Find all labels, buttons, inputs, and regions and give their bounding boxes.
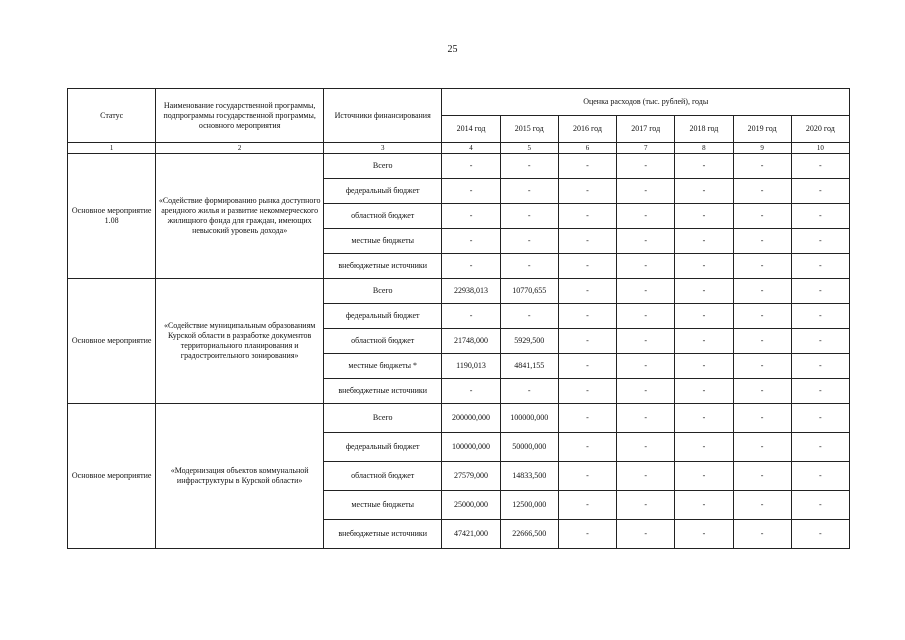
value-cell: 100000,000 (442, 433, 500, 462)
value-cell: - (791, 329, 849, 354)
value-cell: - (791, 229, 849, 254)
value-cell: - (558, 433, 616, 462)
value-cell: - (558, 462, 616, 491)
value-cell: 100000,000 (500, 404, 558, 433)
column-number: 2 (156, 143, 324, 154)
value-cell: - (791, 279, 849, 304)
value-cell: - (675, 154, 733, 179)
value-cell: - (733, 520, 791, 549)
funding-source-cell: местные бюджеты (323, 491, 441, 520)
value-cell: - (733, 329, 791, 354)
status-cell: Основное мероприятие (68, 404, 156, 549)
value-cell: 1190,013 (442, 354, 500, 379)
table-row (68, 404, 850, 433)
value-cell: - (617, 204, 675, 229)
funding-source-cell: местные бюджеты (323, 229, 441, 254)
value-cell: - (617, 462, 675, 491)
header-name: Наименование государственной программы, подпрограммы государственной программы, основного мероприятия (156, 89, 324, 143)
funding-source-cell: федеральный бюджет (323, 179, 441, 204)
value-cell: 10770,655 (500, 279, 558, 304)
value-cell: 14833,500 (500, 462, 558, 491)
value-cell: 200000,000 (442, 404, 500, 433)
value-cell: - (500, 204, 558, 229)
value-cell: - (617, 491, 675, 520)
value-cell: - (791, 179, 849, 204)
table-row (68, 154, 850, 179)
column-number: 9 (733, 143, 791, 154)
funding-source-cell: Всего (323, 279, 441, 304)
value-cell: - (500, 254, 558, 279)
value-cell: - (558, 204, 616, 229)
value-cell: - (733, 354, 791, 379)
value-cell: - (675, 179, 733, 204)
value-cell: - (500, 154, 558, 179)
value-cell: - (617, 354, 675, 379)
value-cell: - (733, 304, 791, 329)
value-cell: - (617, 404, 675, 433)
value-cell: - (500, 179, 558, 204)
value-cell: 22938,013 (442, 279, 500, 304)
budget-table (67, 88, 850, 549)
value-cell: - (791, 254, 849, 279)
header-year: 2015 год (500, 116, 558, 143)
value-cell: - (791, 379, 849, 404)
value-cell: - (617, 433, 675, 462)
value-cell: 21748,000 (442, 329, 500, 354)
value-cell: - (733, 154, 791, 179)
value-cell: - (791, 404, 849, 433)
value-cell: - (558, 254, 616, 279)
value-cell: 5929,500 (500, 329, 558, 354)
value-cell: - (617, 329, 675, 354)
value-cell: - (558, 404, 616, 433)
value-cell: - (791, 204, 849, 229)
funding-source-cell: областной бюджет (323, 329, 441, 354)
header-year: 2020 год (791, 116, 849, 143)
funding-source-cell: Всего (323, 154, 441, 179)
value-cell: 22666,500 (500, 520, 558, 549)
value-cell: - (558, 379, 616, 404)
value-cell: - (558, 279, 616, 304)
column-number: 4 (442, 143, 500, 154)
value-cell: - (791, 154, 849, 179)
value-cell: - (617, 379, 675, 404)
value-cell: - (500, 229, 558, 254)
value-cell: - (791, 354, 849, 379)
value-cell: - (675, 329, 733, 354)
value-cell: - (558, 329, 616, 354)
value-cell: - (733, 404, 791, 433)
header-estimate: Оценка расходов (тыс. рублей), годы (442, 89, 850, 116)
value-cell: - (791, 304, 849, 329)
funding-source-cell: областной бюджет (323, 204, 441, 229)
value-cell: - (558, 304, 616, 329)
value-cell: - (791, 462, 849, 491)
funding-source-cell: внебюджетные источники (323, 520, 441, 549)
value-cell: - (442, 154, 500, 179)
value-cell: - (442, 229, 500, 254)
value-cell: - (675, 379, 733, 404)
value-cell: - (442, 179, 500, 204)
table-body (68, 154, 850, 549)
value-cell: - (733, 379, 791, 404)
header-year: 2014 год (442, 116, 500, 143)
value-cell: - (558, 179, 616, 204)
value-cell: - (558, 354, 616, 379)
column-number: 1 (68, 143, 156, 154)
value-cell: - (733, 491, 791, 520)
value-cell: - (617, 279, 675, 304)
status-cell: Основное мероприятие (68, 279, 156, 404)
value-cell: - (617, 179, 675, 204)
column-number: 8 (675, 143, 733, 154)
value-cell: - (675, 491, 733, 520)
value-cell: - (733, 254, 791, 279)
value-cell: - (733, 462, 791, 491)
value-cell: - (500, 304, 558, 329)
program-name-cell: «Модернизация объектов коммунальной инфраструктуры в Курской области» (156, 404, 324, 549)
funding-source-cell: внебюджетные источники (323, 379, 441, 404)
page-number: 25 (447, 44, 458, 55)
value-cell: 50000,000 (500, 433, 558, 462)
value-cell: - (675, 462, 733, 491)
value-cell: - (558, 520, 616, 549)
value-cell: - (733, 433, 791, 462)
value-cell: - (791, 433, 849, 462)
column-number: 5 (500, 143, 558, 154)
value-cell: - (558, 154, 616, 179)
value-cell: - (442, 204, 500, 229)
value-cell: - (675, 254, 733, 279)
header-year: 2017 год (617, 116, 675, 143)
funding-source-cell: федеральный бюджет (323, 433, 441, 462)
value-cell: - (558, 229, 616, 254)
value-cell: - (617, 304, 675, 329)
value-cell: 4841,155 (500, 354, 558, 379)
value-cell: - (791, 491, 849, 520)
header-year: 2018 год (675, 116, 733, 143)
value-cell: - (733, 204, 791, 229)
header-sources: Источники финансирования (323, 89, 441, 143)
funding-source-cell: внебюджетные источники (323, 254, 441, 279)
header-year: 2019 год (733, 116, 791, 143)
value-cell: - (442, 304, 500, 329)
column-number: 10 (791, 143, 849, 154)
value-cell: - (500, 379, 558, 404)
value-cell: - (733, 229, 791, 254)
funding-source-cell: местные бюджеты * (323, 354, 441, 379)
value-cell: - (617, 520, 675, 549)
value-cell: 25000,000 (442, 491, 500, 520)
value-cell: 47421,000 (442, 520, 500, 549)
value-cell: - (617, 229, 675, 254)
value-cell: - (442, 254, 500, 279)
value-cell: - (617, 154, 675, 179)
value-cell: - (733, 179, 791, 204)
status-cell: Основное мероприятие 1.08 (68, 154, 156, 279)
funding-source-cell: областной бюджет (323, 462, 441, 491)
header-status: Статус (68, 89, 156, 143)
column-number: 7 (617, 143, 675, 154)
value-cell: - (675, 304, 733, 329)
value-cell: - (675, 404, 733, 433)
column-number: 6 (558, 143, 616, 154)
funding-source-cell: федеральный бюджет (323, 304, 441, 329)
value-cell: 27579,000 (442, 462, 500, 491)
funding-source-cell: Всего (323, 404, 441, 433)
column-number: 3 (323, 143, 441, 154)
program-name-cell: «Содействие формированию рынка доступного арендного жилья и развитие некоммерческого жилищного фонда для граждан, имеющих невысокий уровень дохода» (156, 154, 324, 279)
value-cell: - (675, 433, 733, 462)
value-cell: - (675, 354, 733, 379)
value-cell: - (558, 491, 616, 520)
value-cell: - (733, 279, 791, 304)
value-cell: - (791, 520, 849, 549)
program-name-cell: «Содействие муниципальным образованиям Курской области в разработке документов территориального планирования и градостроительного зонирования» (156, 279, 324, 404)
table-row (68, 279, 850, 304)
value-cell: - (617, 254, 675, 279)
value-cell: - (675, 520, 733, 549)
value-cell: - (442, 379, 500, 404)
value-cell: - (675, 279, 733, 304)
value-cell: 12500,000 (500, 491, 558, 520)
value-cell: - (675, 229, 733, 254)
value-cell: - (675, 204, 733, 229)
header-year: 2016 год (558, 116, 616, 143)
